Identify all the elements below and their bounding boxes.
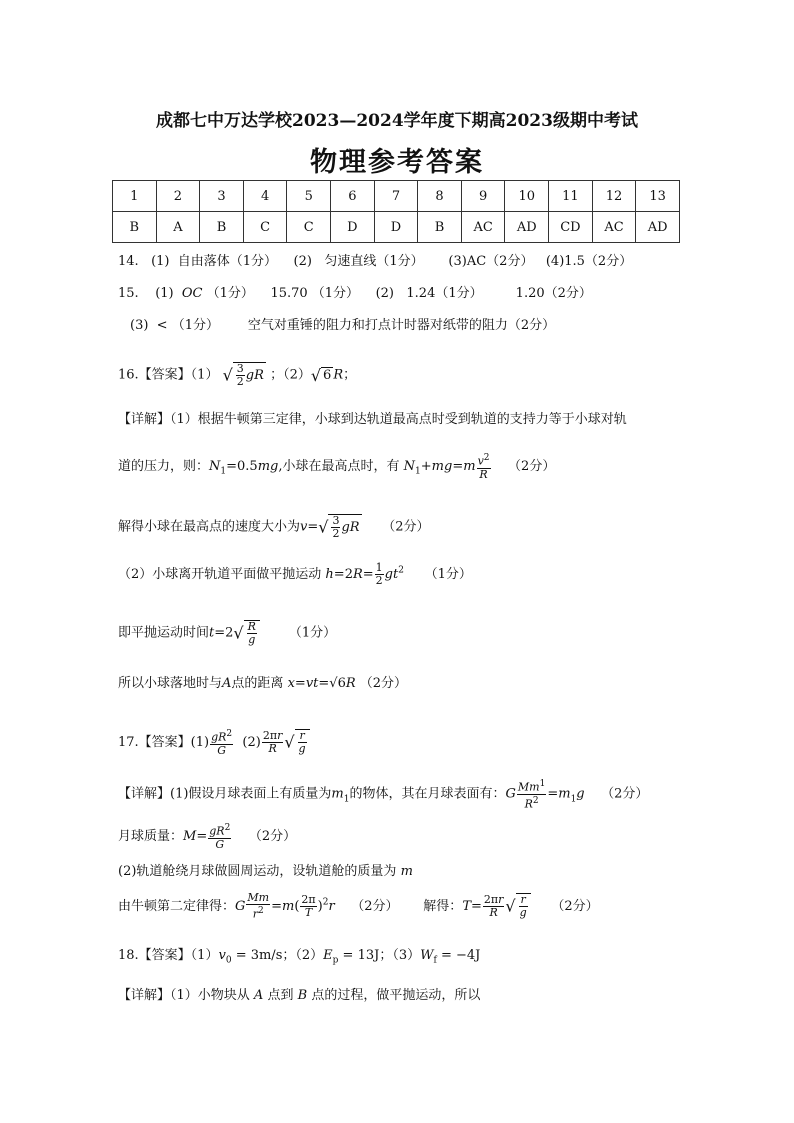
q17-detail4-text: 由牛顿第二定律得： bbox=[118, 898, 236, 914]
question-number-cell: 8 bbox=[418, 181, 462, 212]
answer-cell: AC bbox=[592, 212, 636, 243]
q16-detail6-text: 所以小球落地时与 bbox=[118, 676, 223, 691]
q16-answer-label: 16.【答案】（1） bbox=[118, 367, 219, 383]
question-number-cell: 5 bbox=[287, 181, 331, 212]
answer-cell: B bbox=[113, 212, 157, 243]
q16-score-4: （1分） bbox=[424, 567, 472, 582]
question-number-cell: 4 bbox=[243, 181, 287, 212]
q16-detail-line-4: （2）小球离开轨道平面做平抛运动 h=2R= $\frac{1}{2}$ $gt^2$ （1分） bbox=[118, 561, 472, 587]
q16-detail6-text-b: 点的距离 bbox=[231, 676, 284, 691]
q15-part-1-label: 15. (1) bbox=[118, 286, 182, 301]
q17-detail3-text: (2)轨道舱绕月球做圆周运动，设轨道舱的质量为 bbox=[118, 864, 397, 879]
question-number-cell: 6 bbox=[331, 181, 375, 212]
q16-answer-2-formula: √ 6 bbox=[310, 365, 332, 385]
q17-answer-line: 17.【答案】(1) $\frac{gR^2}{G}$ (2) $\frac{2\pi r}{R}$ √ $\frac{r}{g}$ bbox=[118, 728, 310, 757]
q17-detail-line-2: 月球质量：M= $\frac{gR^2}{G}$ （2分） bbox=[118, 823, 297, 851]
question-number-row bbox=[113, 181, 680, 212]
q18-detail1-text-b: 点到 bbox=[267, 988, 294, 1003]
question-number-cell: 11 bbox=[549, 181, 593, 212]
q17-detail1-text-b: 的物体，其在月球表面有： bbox=[349, 786, 506, 802]
q17-detail-line-3: (2)轨道舱绕月球做圆周运动，设轨道舱的质量为 m bbox=[118, 864, 413, 879]
question-number-cell: 13 bbox=[636, 181, 680, 212]
answer-cell: D bbox=[331, 212, 375, 243]
answer-cell: CD bbox=[549, 212, 593, 243]
q16-score-3: （2分） bbox=[382, 519, 430, 535]
q16-detail-line-3: 解得小球在最高点的速度大小为v=√ $\frac{3}{2}$ gR （2分） bbox=[118, 514, 430, 540]
answer-cell: AC bbox=[461, 212, 505, 243]
answer-cell: C bbox=[243, 212, 287, 243]
q16-detail-text-b: 小球在最高点时，有 bbox=[282, 458, 400, 474]
q16-detail-line-6: 所以小球落地时与A点的距离 x=vt=√6R （2分） bbox=[118, 676, 408, 691]
q16-score-5: （1分） bbox=[288, 625, 337, 641]
q16-detail-line-2: 道的压力，则：$N_1=0.5mg$,小球在最高点时，有 $N_1+mg=m$ $\frac{v^2}{R}$ （2分） bbox=[118, 453, 556, 481]
question-number-cell: 10 bbox=[505, 181, 549, 212]
q17-detail4-text-b: 解得： bbox=[423, 898, 463, 914]
question-number-cell: 3 bbox=[200, 181, 244, 212]
question-number-cell: 1 bbox=[113, 181, 157, 212]
q17-answer-label: 17.【答案】(1) bbox=[118, 734, 210, 750]
q15-part-rest: （1分） 15.70 （1分） (2) 1.24（1分） 1.20（2分） bbox=[206, 286, 592, 301]
answer-cell: B bbox=[200, 212, 244, 243]
question-number-cell: 12 bbox=[592, 181, 636, 212]
q16-detail5-text: 即平抛运动时间 bbox=[118, 625, 210, 641]
q15-answer-line-2: (3) < （1分） 空气对重锤的阻力和打点计时器对纸带的阻力（2分） bbox=[130, 318, 556, 333]
q16-score: （2分） bbox=[508, 458, 556, 474]
q17-score-4: （2分） bbox=[351, 898, 399, 914]
q16-answer-1-formula: √ $\frac{3}{2}$ gR bbox=[222, 362, 264, 388]
q16-detail4-text: （2）小球离开轨道平面做平抛运动 bbox=[118, 567, 322, 582]
answer-cell: D bbox=[374, 212, 418, 243]
q16-answer-end: ； bbox=[343, 367, 357, 383]
q14-answer-line: 14. (1) 自由落体（1分） (2) 匀速直线（1分） (3)AC（2分） (4)1.5（2分） bbox=[118, 254, 633, 269]
q17-score-2: （2分） bbox=[248, 828, 297, 844]
q17-score-4b: （2分） bbox=[551, 898, 599, 914]
q18-answer-v0: = 3m/s；（2） bbox=[235, 948, 324, 963]
q16-answer-line: 16.【答案】（1） √ $\frac{3}{2}$ gR ；（2）√ 6 R； bbox=[118, 362, 357, 388]
q15-answer-line-1 bbox=[118, 282, 592, 301]
school-exam-title: 成都七中万达学校2023—2024学年度下期高2023级期中考试 bbox=[156, 111, 638, 131]
q16-answer-separator: ；（2） bbox=[270, 367, 311, 383]
q18-detail1-text-c: 点的过程，做平抛运动，所以 bbox=[311, 988, 481, 1003]
answer-cell: AD bbox=[636, 212, 680, 243]
q18-answer-wf: = −4J bbox=[440, 948, 481, 963]
q15-oc: OC bbox=[181, 286, 203, 301]
question-number-cell: 2 bbox=[156, 181, 200, 212]
q17-detail1-text: 【详解】(1)假设月球表面上有质量为 bbox=[118, 786, 332, 802]
question-number-cell: 7 bbox=[374, 181, 418, 212]
q18-detail1-text: 【详解】（1）小物块从 bbox=[118, 988, 250, 1003]
q17-detail2-text: 月球质量： bbox=[118, 828, 184, 844]
q16-detail3-text: 解得小球在最高点的速度大小为 bbox=[118, 519, 301, 535]
q18-detail-line-1: 【详解】（1）小物块从 A 点到 B 点的过程，做平抛运动，所以 bbox=[118, 988, 481, 1003]
question-number-cell: 9 bbox=[461, 181, 505, 212]
multiple-choice-answer-table bbox=[112, 180, 680, 243]
q16-detail-text: 道的压力，则： bbox=[118, 458, 210, 474]
q17-detail-line-1: 【详解】(1)假设月球表面上有质量为$m_1$的物体，其在月球表面有：G $\frac{Mm^1}{R^2}$ $=m_1g$ （2分） bbox=[118, 779, 649, 811]
q16-detail-line-1: 【详解】（1）根据牛顿第三定律，小球到达轨道最高点时受到轨道的支持力等于小球对轨 bbox=[118, 412, 627, 427]
answer-cell: A bbox=[156, 212, 200, 243]
q18-answer-label: 18.【答案】（1） bbox=[118, 948, 219, 963]
answer-cell: B bbox=[418, 212, 462, 243]
q17-score-1: （2分） bbox=[601, 786, 649, 802]
q16-detail-line-5: 即平抛运动时间t=2√ $\frac{R}{g}$ （1分） bbox=[118, 620, 337, 646]
answer-key-title: 物理参考答案 bbox=[310, 147, 484, 178]
answer-cell: C bbox=[287, 212, 331, 243]
q18-answer-ep: = 13J；（3） bbox=[342, 948, 421, 963]
answer-cell: AD bbox=[505, 212, 549, 243]
q18-answer-line: 18.【答案】$(1)v_0 = 3m/s$；$(2)E_p = 13J$；$(3)W_f = -4J$ bbox=[118, 948, 481, 966]
answer-row bbox=[113, 212, 680, 243]
q16-score-6: （2分） bbox=[359, 676, 408, 691]
q17-detail-line-4: 由牛顿第二定律得：G $\frac{Mm}{r^2}$ =m( $\frac{2\pi}{T}$ )$^2$r （2分） 解得：T= $\frac{2\pi r}{R}$ √ $\frac{r}{g}$ （2分） bbox=[118, 891, 599, 921]
